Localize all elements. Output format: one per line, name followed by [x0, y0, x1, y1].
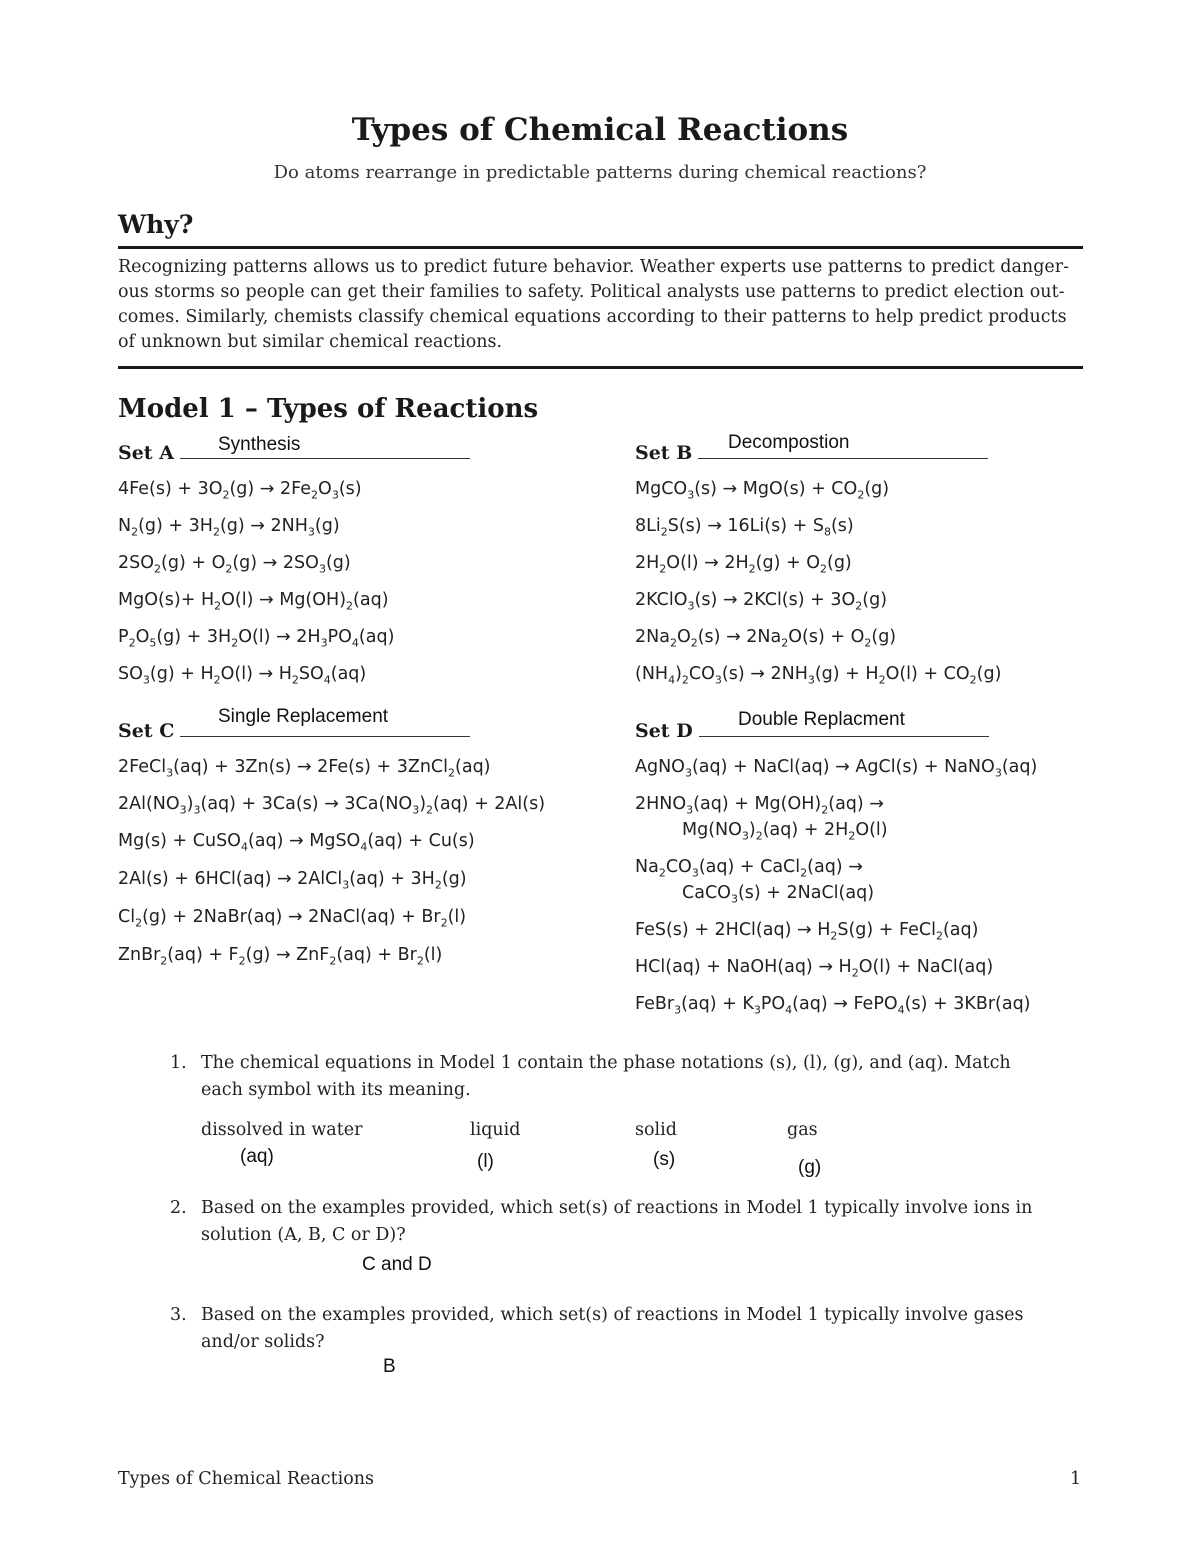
set-c-equation: $2Al(NO_3)_3(aq) + 3Ca(s) \to 3Ca(NO_3)_2(aq) + 2Al(s)$	[118, 794, 546, 817]
why-bottom-rule	[118, 366, 1083, 369]
answer-l: (l)	[477, 1151, 494, 1172]
set-d-answer: Double Replacment	[738, 709, 905, 730]
set-c-equation: ZnBr$_2$(aq) + $F_2(g) \to ZnF_2(aq) + Br_2(l)$	[118, 945, 443, 968]
set-d-equation-continued: $Mg(NO_3)_2(aq) + 2H_2O(l)$	[682, 820, 888, 843]
why-line: of unknown but similar chemical reactions.	[118, 332, 503, 352]
question-line: Based on the examples provided, which set(s) of reactions in Model 1 typically involve gases	[201, 1305, 1024, 1325]
why-paragraph	[118, 255, 1083, 355]
set-c-equation: $Cl_2(g)$ + 2NaBr(aq) → 2NaCl(aq) + $Br_2(l)$	[118, 907, 467, 930]
set-d-equation: HCl(aq) + NaOH(aq) → $H_2O(l)$ + NaCl(aq)	[635, 957, 994, 980]
term-dissolved-in-water: dissolved in water	[201, 1120, 363, 1140]
set-d-equation: $FeS(s) + 2HCl(aq) \to H_2S(g)$ + FeCl$_2$(aq)	[635, 920, 979, 943]
set-a-label: Set A	[118, 442, 174, 464]
set-b-equation: MgCO$_3$(s) → $MgO(s) + CO_2(g)$	[635, 479, 890, 502]
set-d-equation: $2HNO_3(aq) + Mg(OH)_2(aq)$ →	[635, 794, 884, 817]
question-2-text	[201, 1195, 1081, 1249]
answer-question-2: C and D	[362, 1254, 432, 1275]
model-heading: Model 1 – Types of Reactions	[118, 394, 539, 424]
set-d-equation-continued: CaCO$_3$(s) + 2NaCl(aq)	[682, 883, 875, 906]
question-line: each symbol with its meaning.	[201, 1080, 471, 1100]
set-b-label: Set B	[635, 442, 693, 464]
answer-g: (g)	[798, 1157, 822, 1178]
page-number: 1	[1070, 1469, 1082, 1489]
question-3-number: 3.	[170, 1305, 187, 1325]
page-title: Types of Chemical Reactions	[351, 112, 849, 148]
set-b-equation: $2H_2O(l) \to 2H_2(g) + O_2(g)$	[635, 553, 852, 576]
why-line: ous storms so people can get their families to safety. Political analysts use patterns to predict election out-	[118, 282, 1065, 302]
why-line: comes. Similarly, chemists classify chemical equations according to their patterns to help predict products	[118, 307, 1067, 327]
set-a-equation: $P_2O_5(g) + 3H_2O(l) \to 2H_3PO_4(aq)$	[118, 627, 395, 650]
page-subtitle: Do atoms rearrange in predictable patterns during chemical reactions?	[273, 162, 927, 183]
set-b-equation: 2KClO$_3$(s) → $2KCl(s) + 3O_2(g)$	[635, 590, 888, 613]
set-b-equation: $(NH_4)_2CO_3(s) \to 2NH_3(g) + H_2O(l) + CO_2(g)$	[635, 664, 1002, 687]
set-b-answer: Decompostion	[728, 432, 850, 453]
set-a-equation: $2SO_2(g) + O_2(g) \to 2SO_3(g)$	[118, 553, 351, 576]
question-1-text	[201, 1050, 1081, 1104]
question-line: The chemical equations in Model 1 contain the phase notations (s), (l), (g), and (aq). Match	[201, 1053, 1011, 1073]
footer-title: Types of Chemical Reactions	[118, 1469, 375, 1489]
answer-question-3: B	[383, 1356, 396, 1377]
set-d-equation: $Na_2CO_3(aq)$ + CaCl$_2$(aq) →	[635, 857, 863, 880]
question-1-number: 1.	[170, 1053, 187, 1073]
why-line: Recognizing patterns allows us to predict future behavior. Weather experts use patterns to predict danger-	[118, 257, 1070, 277]
why-heading: Why?	[118, 210, 194, 239]
term-liquid: liquid	[470, 1120, 521, 1140]
set-d-label: Set D	[635, 720, 693, 742]
set-a-equation: $MgO(s)+ H_2O(l) \to Mg(OH)_2(aq)$	[118, 590, 389, 613]
set-a-equation: $N_2(g) + 3H_2(g) \to 2NH_3(g)$	[118, 516, 340, 539]
term-gas: gas	[787, 1120, 818, 1140]
question-line: and/or solids?	[201, 1332, 325, 1352]
set-a-equation: $4Fe(s) + 3O_2(g) \to 2Fe_2O_3(s)$	[118, 479, 362, 502]
why-top-rule	[118, 246, 1083, 249]
set-c-equation: Mg(s) + CuSO$_4$(aq) → MgSO$_4$(aq) + Cu(s)	[118, 831, 475, 854]
set-b-equation: $2Na_2O_2(s) \to 2Na_2O(s) + O_2(g)$	[635, 627, 897, 650]
set-b-equation: $8Li_2S(s) \to 16Li(s) + S_8(s)$	[635, 516, 854, 539]
set-c-label: Set C	[118, 720, 175, 742]
set-a-answer: Synthesis	[218, 434, 301, 455]
set-a-equation: $SO_3(g) + H_2O(l) \to H_2SO_4(aq)$	[118, 664, 367, 687]
set-c-equation: 2Al(s) + 6HCl(aq) → 2AlCl$_3$(aq) + $3H_2(g)$	[118, 869, 467, 892]
set-d-equation: FeBr$_3$(aq) + $K_3PO_4(aq)$ → FePO$_4$(s) + 3KBr(aq)	[635, 994, 1031, 1017]
set-c-equation: 2FeCl$_3$(aq) + 3Zn(s) → 2Fe(s) + 3ZnCl$_2$(aq)	[118, 757, 491, 780]
question-line: Based on the examples provided, which set(s) of reactions in Model 1 typically involve ions in	[201, 1198, 1033, 1218]
question-3-text	[201, 1302, 1081, 1356]
answer-aq: (aq)	[240, 1146, 274, 1167]
set-c-answer: Single Replacement	[218, 706, 389, 727]
set-d-equation: AgNO$_3$(aq) + NaCl(aq) → AgCl(s) + NaNO$_3$(aq)	[635, 757, 1038, 780]
answer-s: (s)	[653, 1149, 676, 1170]
question-line: solution (A, B, C or D)?	[201, 1225, 406, 1245]
question-2-number: 2.	[170, 1198, 187, 1218]
term-solid: solid	[635, 1120, 677, 1140]
